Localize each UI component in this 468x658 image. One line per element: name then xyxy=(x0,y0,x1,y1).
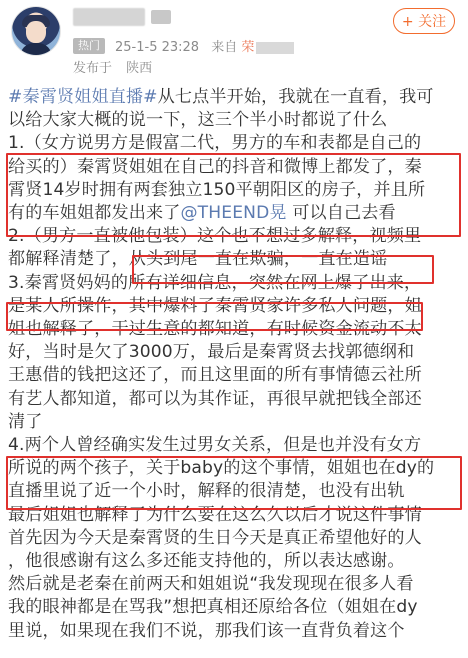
post-line: 王惠借的钱把这还了，而且这里面的所有事情德云社所 xyxy=(8,365,422,386)
timestamp: 25-1-5 23:28 xyxy=(115,40,200,55)
post-header xyxy=(0,0,468,80)
post-line: 2.（男方一直被他包装）这个也不想过多解释，视频里 xyxy=(8,226,422,247)
location: 陕西 xyxy=(126,61,153,76)
post-line: 给买的）秦霄贤姐姐在自己的抖音和微博上都发了，秦 xyxy=(8,156,422,177)
post-line xyxy=(8,202,464,225)
location-meta xyxy=(73,57,152,76)
topic-tag[interactable]: #秦霄贤姐姐直播# xyxy=(8,87,158,107)
post-line: 首先因为今天是秦霄贤的生日今天是真正希望他好的人 xyxy=(8,527,422,548)
post-line: 1.（女方说男方是假富二代，男方的车和表都是自己的 xyxy=(8,133,422,154)
avatar-face xyxy=(26,21,46,43)
post-meta xyxy=(115,36,294,55)
post-line: 4.两个人曾经确实发生过男女关系，但是也并没有女方 xyxy=(8,435,422,456)
post-line: 里说，如果现在我们不说，那我们该一直背负着这个 xyxy=(8,620,405,641)
post-line: 有艺人都知道，都可以为其作证，再很早就把钱全部还 xyxy=(8,388,422,409)
post-line: 3.秦霄贤妈妈的所有详细信息，突然在网上爆了出来， xyxy=(8,272,422,293)
source-name[interactable]: 荣 xyxy=(241,40,255,55)
source-redacted xyxy=(256,42,294,54)
post-body xyxy=(8,86,464,643)
post-line: 清了 xyxy=(8,411,43,432)
follow-button[interactable]: + 关注 xyxy=(393,8,455,34)
post-text: 从七点半开始，我就在一直看，我可 xyxy=(157,87,434,107)
post-line: 以给大家大概的说一下，这三个半小时都说了什么 xyxy=(8,110,388,131)
post-line xyxy=(8,86,464,109)
user-name-redacted[interactable] xyxy=(73,8,145,26)
post-text: 有的车姐姐都发出来了 xyxy=(8,203,181,224)
post-line: ，他很感谢有这么多还能支持他的，所以表达感谢。 xyxy=(8,551,405,572)
post-line: 好，当时是欠了3000万，最后是秦霄贤去找郭德纲和 xyxy=(8,342,415,363)
user-badge-redacted xyxy=(151,10,171,24)
post-text: 可以自己去看 xyxy=(286,203,396,224)
post-line: 直播里说了近一个小时，解释的很清楚，也没有出轨 xyxy=(8,481,405,502)
avatar-body xyxy=(20,43,52,56)
post-line: 最后姐姐也解释了为什么要在这么久以后才说这件事情 xyxy=(8,504,422,525)
post-line: 所说的两个孩子，关于baby的这个事情，姐姐也在dy的 xyxy=(8,458,435,479)
post-line: 然后就是老秦在前两天和姐姐说“我发现现在很多人看 xyxy=(8,574,414,595)
avatar[interactable] xyxy=(11,6,61,56)
post-line: 都解释清楚了，从头到尾一直在欺骗，一直在造谣 xyxy=(8,249,388,270)
post-line: 霄贤14岁时拥有两套独立150平朝阳区的房子，并且所 xyxy=(8,179,426,200)
post-line: 姐也解释了，干过生意的都知道，有时候资金流动不太 xyxy=(8,319,422,340)
location-prefix: 发布于 xyxy=(73,61,113,76)
hot-badge: 热门 xyxy=(73,38,105,54)
mention-link[interactable]: @THEEND晃 xyxy=(180,203,287,224)
post-line: 是某人所操作，其中爆料了秦霄贤家许多私人问题，姐 xyxy=(8,295,422,316)
post-line: 我的眼神都是在骂我”想把真相还原给各位（姐姐在dy xyxy=(8,597,418,618)
from-prefix: 来自 xyxy=(211,40,238,55)
